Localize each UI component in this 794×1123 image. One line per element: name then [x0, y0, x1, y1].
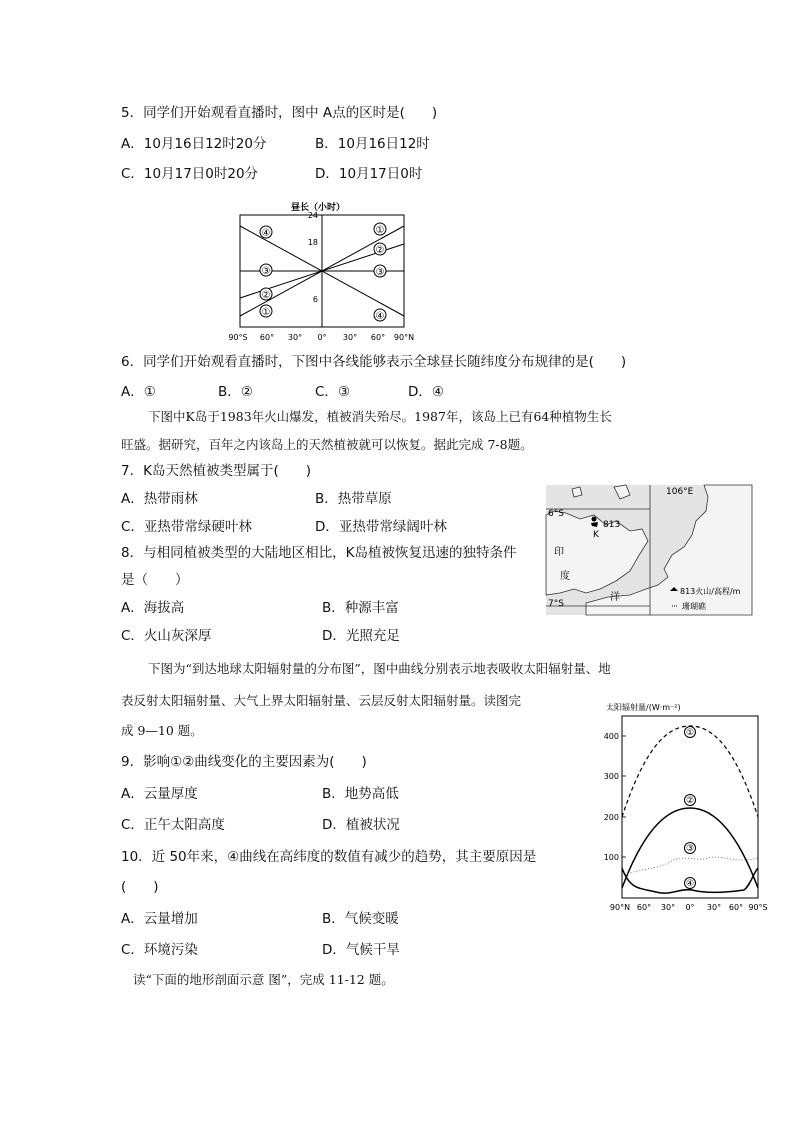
radiation-title: 太阳辐射量/(W·m⁻²) [606, 703, 681, 712]
radiation-y-400: 400 [603, 732, 619, 741]
q7-option-d[interactable]: D．亚热带常绿阔叶林 [315, 519, 447, 535]
q10-option-c[interactable]: C．环境污染 [121, 942, 198, 958]
map-sea-du: 度 [560, 571, 570, 582]
q9-stem: 9．影响①②曲线变化的主要因素为( ) [121, 754, 367, 770]
q8-stem-line2: 是（ ） [121, 572, 189, 588]
radiation-y-300: 300 [603, 772, 619, 781]
q10-option-b[interactable]: B．气候变暖 [322, 911, 399, 927]
day-length-title: 昼长（小时） [290, 203, 346, 213]
x-tick-60s: 60° [259, 333, 275, 342]
q10-stem-line2: ( ) [121, 879, 159, 895]
radiation-x-30n: 30° [660, 903, 676, 912]
radiation-y-100: 100 [603, 853, 619, 862]
q8-option-b[interactable]: B．种源丰富 [322, 600, 399, 616]
q7-stem: 7．K岛天然植被类型属于( ) [121, 463, 311, 479]
x-tick-90n: 90°N [393, 333, 415, 342]
q5-option-b[interactable]: B．10月16日12时 [315, 136, 430, 152]
q8-option-c[interactable]: C．火山灰深厚 [121, 628, 212, 644]
x-tick-30n: 30° [342, 333, 358, 342]
x-tick-60n: 60° [370, 333, 386, 342]
q9-option-b[interactable]: B．地势高低 [322, 786, 399, 802]
solar-radiation-chart [600, 700, 772, 914]
label-4-right: ④ [375, 311, 385, 322]
curve-label-2: ② [685, 796, 695, 806]
label-2-right: ② [375, 245, 385, 256]
label-3-right: ③ [375, 267, 385, 278]
curve-label-1: ① [685, 728, 695, 738]
curve-label-3: ③ [685, 844, 695, 854]
q5-option-d[interactable]: D．10月17日0时 [315, 166, 423, 182]
intro-7-8-line1: 下图中K岛于1983年火山爆发，植被消失殆尽。1987年，该岛上已有64种植物生长 [148, 409, 612, 424]
curve-label-4: ④ [685, 879, 695, 889]
map-lat-7s: 7°S [548, 599, 564, 609]
label-3-left: ③ [261, 266, 271, 277]
q9-option-c[interactable]: C．正午太阳高度 [121, 817, 225, 833]
q5-option-a[interactable]: A．10月16日12时20分 [121, 136, 267, 152]
q7-option-a[interactable]: A．热带雨林 [121, 491, 198, 507]
q7-option-c[interactable]: C．亚热带常绿硬叶林 [121, 519, 252, 535]
map-lat-6s: 6°S [548, 509, 564, 519]
map-legend-volcano: 813火山/高程/m [680, 587, 741, 596]
q6-option-c[interactable]: C．③ [315, 384, 351, 400]
radiation-x-90s: 90°S [748, 903, 768, 912]
closing-instruction: 读“下面的地形剖面示意 图”，完成 11-12 题。 [133, 972, 394, 987]
day-length-chart [222, 198, 415, 346]
intro-9-10-line2: 表反射太阳辐射量、大气上界太阳辐射量、云层反射太阳辐射量。读图完 [121, 693, 522, 708]
label-1-right: ① [375, 225, 385, 236]
radiation-x-60s: 60° [728, 903, 744, 912]
map-sea-yin: 印 [554, 547, 564, 558]
radiation-x-60n: 60° [636, 903, 652, 912]
q6-option-b[interactable]: B．② [218, 384, 253, 400]
q10-option-d[interactable]: D．气候干旱 [322, 942, 400, 958]
q8-stem-line1: 8．与相同植被类型的大陆地区相比，K岛植被恢复迅速的独特条件 [121, 545, 517, 561]
label-4-left: ④ [261, 228, 271, 239]
q5-stem: 5．同学们开始观看直播时，图中 A点的区时是( ) [121, 105, 438, 121]
intro-7-8-line2: 旺盛。据研究，百年之内该岛上的天然植被就可以恢复。据此完成 7-8题。 [121, 437, 533, 452]
radiation-x-90n: 90°N [609, 903, 631, 912]
x-tick-0: 0° [317, 333, 327, 342]
q5-option-c[interactable]: C．10月17日0时20分 [121, 166, 259, 182]
map-lon-label: 106°E [666, 487, 694, 497]
k-island-marker [592, 517, 597, 522]
curve-3 [622, 857, 758, 876]
q8-option-d[interactable]: D．光照充足 [322, 628, 400, 644]
q6-stem: 6．同学们开始观看直播时，下图中各线能够表示全球昼长随纬度分布规律的是( ) [121, 354, 627, 370]
map-k-label: K [593, 530, 599, 540]
map-height-label: 813 [603, 520, 621, 530]
q8-option-a[interactable]: A．海拔高 [121, 600, 185, 616]
q7-option-b[interactable]: B．热带草原 [315, 491, 392, 507]
q6-option-a[interactable]: A．① [121, 384, 156, 400]
x-tick-90s: 90°S [228, 333, 248, 342]
q6-option-d[interactable]: D．④ [408, 384, 444, 400]
y-tick-18: 18 [307, 238, 318, 247]
radiation-x-30s: 30° [706, 903, 722, 912]
q10-stem-line1: 10．近 50年来，④曲线在高纬度的数值有减少的趋势，其主要原因是 [121, 849, 537, 865]
y-tick-6: 6 [312, 295, 318, 304]
map-sea-yang: 洋 [610, 592, 620, 603]
q9-option-d[interactable]: D．植被状况 [322, 817, 400, 833]
radiation-y-200: 200 [603, 813, 619, 822]
radiation-x-0: 0° [685, 903, 695, 912]
map-legend-reef: 珊瑚礁 [682, 602, 706, 611]
intro-9-10-line1: 下图为“到达地球太阳辐射量的分布图”，图中曲线分别表示地表吸收太阳辐射量、地 [148, 661, 611, 676]
label-1-left: ① [261, 307, 271, 318]
q9-option-a[interactable]: A．云量厚度 [121, 786, 198, 802]
x-tick-30s: 30° [287, 333, 303, 342]
q10-option-a[interactable]: A．云量增加 [121, 911, 198, 927]
y-tick-24: 24 [307, 211, 318, 220]
intro-9-10-line3: 成 9—10 题。 [121, 723, 203, 738]
k-island-map [546, 485, 752, 615]
label-2-left: ② [261, 290, 271, 301]
